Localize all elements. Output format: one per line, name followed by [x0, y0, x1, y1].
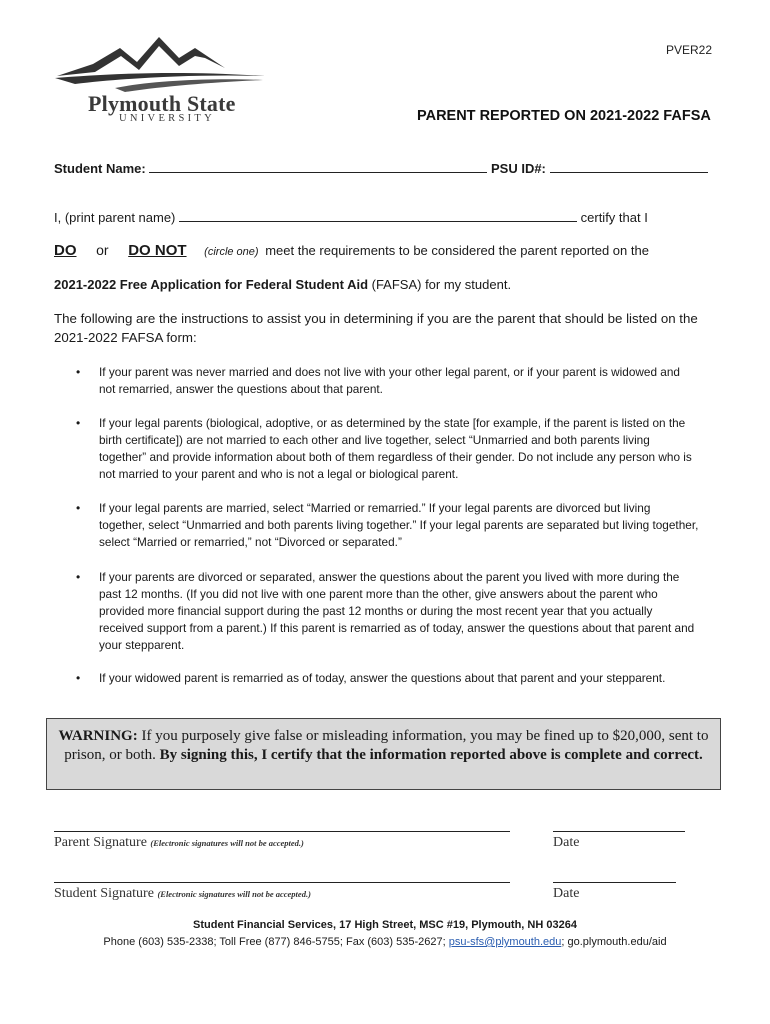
student-signature-field[interactable]: [54, 882, 510, 883]
page-title: PARENT REPORTED ON 2021-2022 FAFSA: [417, 108, 711, 124]
electronic-signature-note: (Electronic signatures will not be accepted.): [150, 838, 304, 848]
list-item-text: If your widowed parent is remarried as of today, answer the questions about that parent and your stepparent.: [99, 671, 666, 685]
bullet-icon: •: [76, 416, 81, 430]
warning-text: If you purposely give false or misleading information, you may be fined up to $20,000, sent to prison, or both.: [64, 728, 709, 763]
student-name-field[interactable]: [149, 158, 487, 173]
student-date-field[interactable]: [553, 882, 676, 883]
form-code: PVER22: [666, 43, 713, 57]
footer-web: ; go.plymouth.edu/aid: [561, 936, 667, 948]
bullet-icon: •: [76, 365, 81, 379]
fafsa-rest: (FAFSA) for my student.: [368, 277, 512, 292]
electronic-signature-note: (Electronic signatures will not be accepted.): [157, 889, 311, 899]
email-link[interactable]: psu-sfs@plymouth.edu: [448, 936, 562, 948]
parent-name-suffix: certify that I: [580, 210, 648, 225]
fafsa-name: 2021-2022 Free Application for Federal Student Aid: [54, 277, 369, 292]
warning-box: [46, 718, 721, 790]
circle-one-row: [54, 242, 649, 259]
warning-certify: By signing this, I certify that the information reported above is complete and correct.: [159, 747, 703, 763]
circle-one-hint: (circle one): [204, 246, 259, 258]
footer-phone: Phone (603) 535-2338; Toll Free (877) 846-5755; Fax (603) 535-2627;: [103, 936, 449, 948]
footer-contact: [0, 936, 770, 948]
parent-date-field[interactable]: [553, 831, 685, 832]
option-do-not[interactable]: DO NOT: [128, 242, 187, 259]
requirements-text: meet the requirements to be considered the parent reported on the: [265, 243, 649, 258]
logo-university: UNIVERSITY: [119, 113, 215, 124]
bullet-icon: •: [76, 501, 81, 515]
parent-name-prefix: I, (print parent name): [54, 210, 176, 225]
logo-name: Plymouth State: [88, 91, 236, 116]
list-item-text: If your parent was never married and does not live with your other legal parent, or if your parent is widowed and not remarried, answer the questions about that parent.: [99, 365, 680, 396]
parent-signature-text: Parent Signature: [54, 835, 147, 850]
parent-name-field[interactable]: [179, 207, 577, 222]
option-do[interactable]: DO: [54, 242, 77, 259]
footer-address: Student Financial Services, 17 High Street, MSC #19, Plymouth, NH 03264: [193, 919, 577, 931]
parent-date-label: Date: [553, 835, 580, 850]
bullet-icon: •: [76, 671, 81, 685]
parent-signature-label: [54, 835, 304, 851]
psu-id-field[interactable]: [550, 158, 708, 173]
list-item-text: If your legal parents are married, select “Married or remarried.” If your legal parents are divorced but living together, select “Unmarried and both parents living together.” If your legal parents are separated but living together, select “Married or remarried,” not “Divorced or separated.”: [99, 501, 699, 549]
student-date-label: Date: [553, 886, 580, 901]
fafsa-line: [54, 277, 511, 292]
student-signature-text: Student Signature: [54, 886, 154, 901]
bullet-icon: •: [76, 570, 81, 584]
psu-id-label: PSU ID#:: [490, 161, 546, 176]
warning-label: WARNING:: [58, 728, 138, 744]
university-logo: [55, 34, 270, 129]
parent-signature-field[interactable]: [54, 831, 510, 832]
student-signature-label: [54, 886, 311, 902]
mountain-logo-icon: [55, 34, 270, 94]
student-name-label: Student Name:: [54, 161, 146, 176]
student-info-row: [54, 158, 708, 176]
instructions-intro: The following are the instructions to assist you in determining if you are the parent that should be listed on the 2021-2022 FAFSA form:: [54, 311, 698, 345]
parent-name-row: [54, 207, 648, 225]
list-item-text: If your legal parents (biological, adoptive, or as determined by the state [for example, if the parent is listed on the birth certificate]) are not married to each other and live together, select “Unmarried and both parents living together” and provide information about both of them regardless of their gender. Do not include any person who is not married to your parent and who is not a legal or biological parent.: [99, 416, 692, 481]
list-item-text: If your parents are divorced or separated, answer the questions about the parent you lived with more during the past 12 months. (If you did not live with one parent more than the other, give answers about the parent who provided more financial support during the past 12 months or during the most recent year that you actually received support from a parent.) If this parent is remarried as of today, answer the questions about that parent and your stepparent.: [99, 570, 695, 652]
option-or: or: [96, 242, 109, 258]
